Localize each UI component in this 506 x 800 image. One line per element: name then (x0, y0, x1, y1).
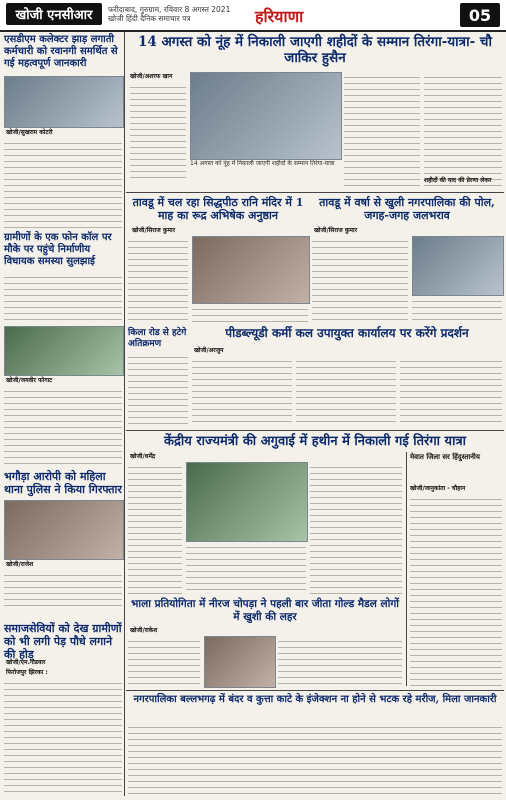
article-body (424, 72, 502, 188)
byline: खोजी/सिराज कुमार (314, 227, 358, 234)
article-headline: तावडू में चल रहा सिद्धपीठ रानि मंदिर में 1 माह का रूद्र अभिषेक अनुष्ठान (132, 196, 304, 222)
article-photo (4, 326, 124, 376)
dateline (108, 5, 230, 23)
article-body (344, 72, 420, 188)
byline: खोजी/धर्मेंद्र (130, 453, 156, 460)
date-line-2: खोजी हिंदी दैनिक समाचार पत्र (108, 14, 191, 23)
article-photo (4, 500, 124, 560)
article-headline: भाला प्रतियोगिता में नीरज चोपड़ा ने पहली बार जीता गोल्ड मैडल लोगों में खुशी की लहर (131, 598, 399, 623)
article-headline: भगौड़ा आरोपी को महिला थाना पुलिस ने किया गिरफ्तार (4, 470, 122, 496)
article-body (128, 352, 188, 426)
byline: खोजी/सिराज कुमार (132, 227, 176, 234)
article-headline: पीडब्ल्यूडी कर्मी कल उपायुक्त कार्यालय पर करेंगे प्रदर्शन (225, 326, 469, 340)
article-body (4, 570, 122, 610)
date-line-1: फरीदाबाद, गुरुग्राम, रविवार 8 अगस्त 2021 (108, 5, 231, 14)
column-divider (124, 32, 125, 796)
article-body (192, 356, 292, 426)
article-body (128, 236, 188, 322)
article-body (128, 722, 502, 796)
article-photo (4, 76, 124, 128)
article-headline: तावडू में वर्षा से खुली नगरपालिका की पोल, जगह-जगह जलभराव (319, 196, 495, 222)
article-body (400, 356, 502, 426)
section-divider (126, 430, 504, 431)
article-body (186, 542, 306, 594)
article-body (4, 272, 122, 322)
lead-photo (190, 72, 342, 160)
article-body (128, 636, 200, 686)
article-body (412, 296, 502, 322)
byline: खोजी/अशरफ खान (130, 73, 173, 80)
article-body (278, 636, 402, 686)
section-divider (126, 192, 504, 193)
article-photo (192, 236, 310, 304)
article-headline: ग्रामीणों के एक फोन कॉल पर मौके पर पहुंचे निर्माणीय विधायक समस्या सुलझाई (4, 232, 112, 267)
article-headline: केंद्रीय राज्यमंत्री की अगुवाई में हथीन में निकाली गई तिरंगा यात्रा (164, 434, 466, 449)
article-headline: एसडीएम कलेक्टर झाड़ लगाती कर्मचारी को रवानगी समर्थित से गई महत्वपूर्ण जानकारी (4, 34, 118, 69)
article-body (310, 462, 402, 594)
lead-caption-2: शहीदों की याद की प्रेरणा लेकर (424, 177, 492, 184)
photo-caption: खोजी/एम.गौडवार (6, 659, 46, 666)
article-photo (412, 236, 504, 296)
article-body (312, 236, 408, 322)
photo-caption: खोजी/जयवीर फोगाट (6, 377, 53, 384)
section-divider (126, 690, 504, 691)
article-body (192, 304, 308, 324)
byline: खोजी/राकेश (130, 627, 158, 634)
article-headline: नगरपालिका बल्लभगढ़ में बंदर व कुत्ता काटे के इंजेक्शन ना होने से भटक रहे मरीज, मिला जानकारी (133, 694, 497, 705)
article-body (410, 494, 502, 686)
article-headline: समाजसेवियों को देख ग्रामीणों को भी लगी पेड़ पौधे लगाने की होड़ (4, 622, 122, 661)
lead-photo-caption: 14 अगस्त को नूंह में निकाली जाएगी शहीदों के सम्मान तिरंगा-यात्रा (190, 160, 335, 167)
section-title: हरियाणा (255, 7, 304, 26)
article-body (4, 386, 122, 466)
side-box-title: मेवात जिला सर हिंदुस्तानीय (410, 452, 480, 461)
lead-headline: 14 अगस्त को नूंह में निकाली जाएगी शहीदों के सम्मान तिरंगा-यात्रा- चौ जाकिर हुसैन (138, 34, 492, 66)
byline: खोजी/जानुकांता - चौहान (410, 485, 466, 492)
article-photo (204, 636, 276, 688)
byline: खोजी/अरजुन (194, 347, 224, 354)
article-body (4, 678, 122, 794)
article-body (4, 138, 122, 228)
page-number: 05 (460, 3, 500, 27)
photo-caption: खोजी/राजेश (6, 561, 34, 568)
article-body (128, 462, 182, 594)
article-body (130, 82, 186, 182)
byline: फिरोजपुर झिरका : (6, 669, 48, 676)
column-divider (406, 452, 407, 686)
inset-headline: किला रोड से हटेगे अतिक्रमण (128, 328, 187, 349)
article-body (296, 356, 396, 426)
photo-caption: खोजी/सुखराम कोटरी (6, 129, 53, 136)
article-photo (186, 462, 308, 542)
newspaper-logo: खोजी एनसीआर (6, 3, 102, 25)
masthead (0, 0, 506, 32)
